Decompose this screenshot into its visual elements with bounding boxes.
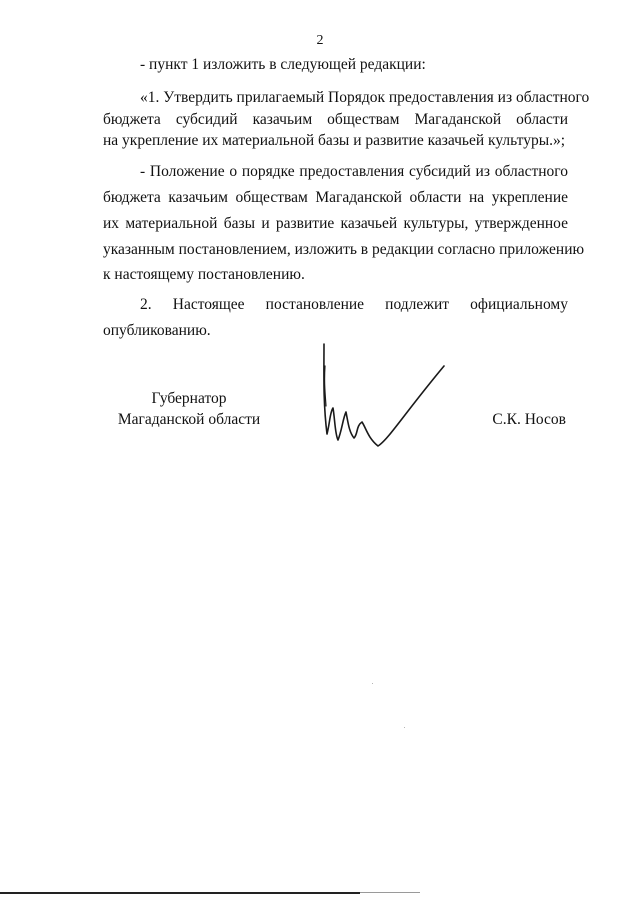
- scan-speck: [372, 683, 373, 684]
- scan-speck: [404, 727, 405, 728]
- bottom-rule-faint: [360, 892, 420, 893]
- text-line: опубликованию.: [103, 322, 211, 339]
- text-line: - пункт 1 изложить в следующей редакции:: [140, 56, 426, 73]
- text-line: на укрепление их материальной базы и развитие казачьей культуры.»;: [103, 132, 566, 149]
- handwritten-signature: [318, 342, 448, 452]
- text-line: - Положение о порядке предоставления субсидий из областного: [140, 163, 568, 180]
- text-line: бюджета казачьим обществам Магаданской области на укрепление: [103, 189, 568, 206]
- text-line: к настоящему постановлению.: [103, 266, 305, 283]
- text-line: указанным постановлением, изложить в редакции согласно приложению: [103, 241, 585, 258]
- text-line: бюджета субсидий казачьим обществам Магаданской области: [103, 111, 568, 128]
- bottom-rule: [0, 892, 360, 894]
- text-line: 2. Настоящее постановление подлежит официальному: [140, 296, 568, 313]
- text-line: «1. Утвердить прилагаемый Порядок предоставления из областного: [140, 89, 590, 106]
- text-line: их материальной базы и развитие казачьей культуры, утвержденное: [103, 215, 568, 232]
- signatory-title-line2: Магаданской области: [117, 411, 261, 428]
- signatory-title-line1: Губернатор: [151, 390, 227, 407]
- signatory-name: С.К. Носов: [492, 411, 566, 428]
- page-number: 2: [316, 33, 324, 48]
